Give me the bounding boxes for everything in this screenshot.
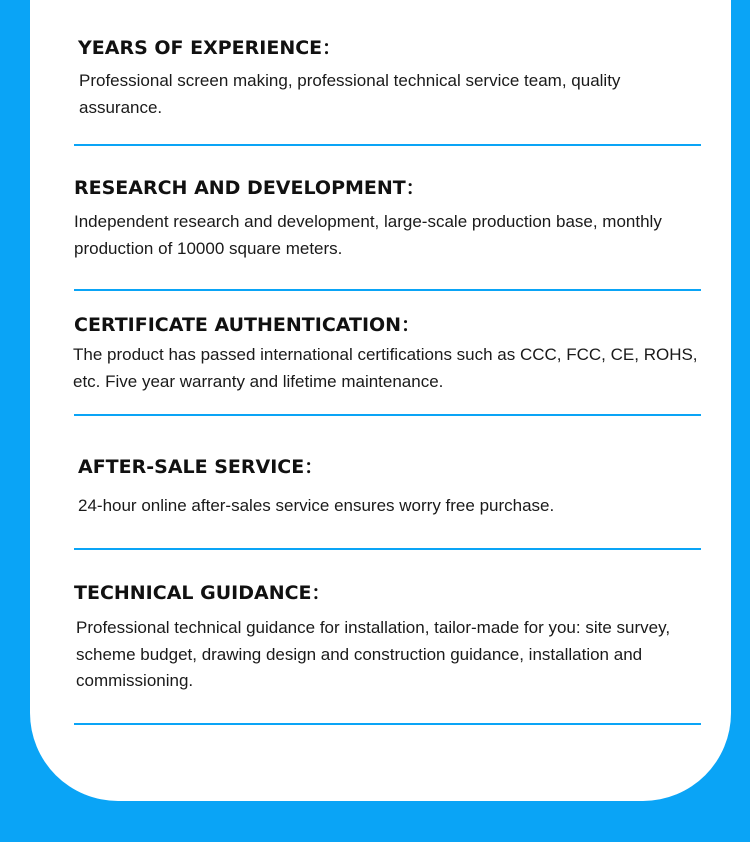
section-text: The product has passed international certifications such as CCC, FCC, CE, ROHS, etc. Five year warranty and lifetime maintenance. (73, 345, 698, 391)
section-divider (74, 548, 701, 550)
section-text: Independent research and development, large-scale production base, monthly production of 10000 square meters. (74, 212, 662, 258)
section-heading: CERTIFICATE AUTHENTICATION： (74, 314, 421, 336)
section-divider (74, 414, 701, 416)
section-divider (74, 723, 701, 725)
section-divider (74, 144, 701, 146)
section-heading: AFTER-SALE SERVICE： (78, 456, 324, 478)
section-text: Professional screen making, professional technical service team, quality assurance. (79, 71, 621, 117)
section-heading: RESEARCH AND DEVELOPMENT： (74, 177, 425, 199)
section-heading: YEARS OF EXPERIENCE： (78, 37, 342, 59)
section-text: 24-hour online after-sales service ensures worry free purchase. (78, 496, 555, 515)
section-heading: TECHNICAL GUIDANCE： (74, 582, 331, 604)
section-text: Professional technical guidance for installation, tailor-made for you: site survey, scheme budget, drawing design and construction guidance, installation and commissioning. (76, 618, 671, 690)
section-divider (74, 289, 701, 291)
